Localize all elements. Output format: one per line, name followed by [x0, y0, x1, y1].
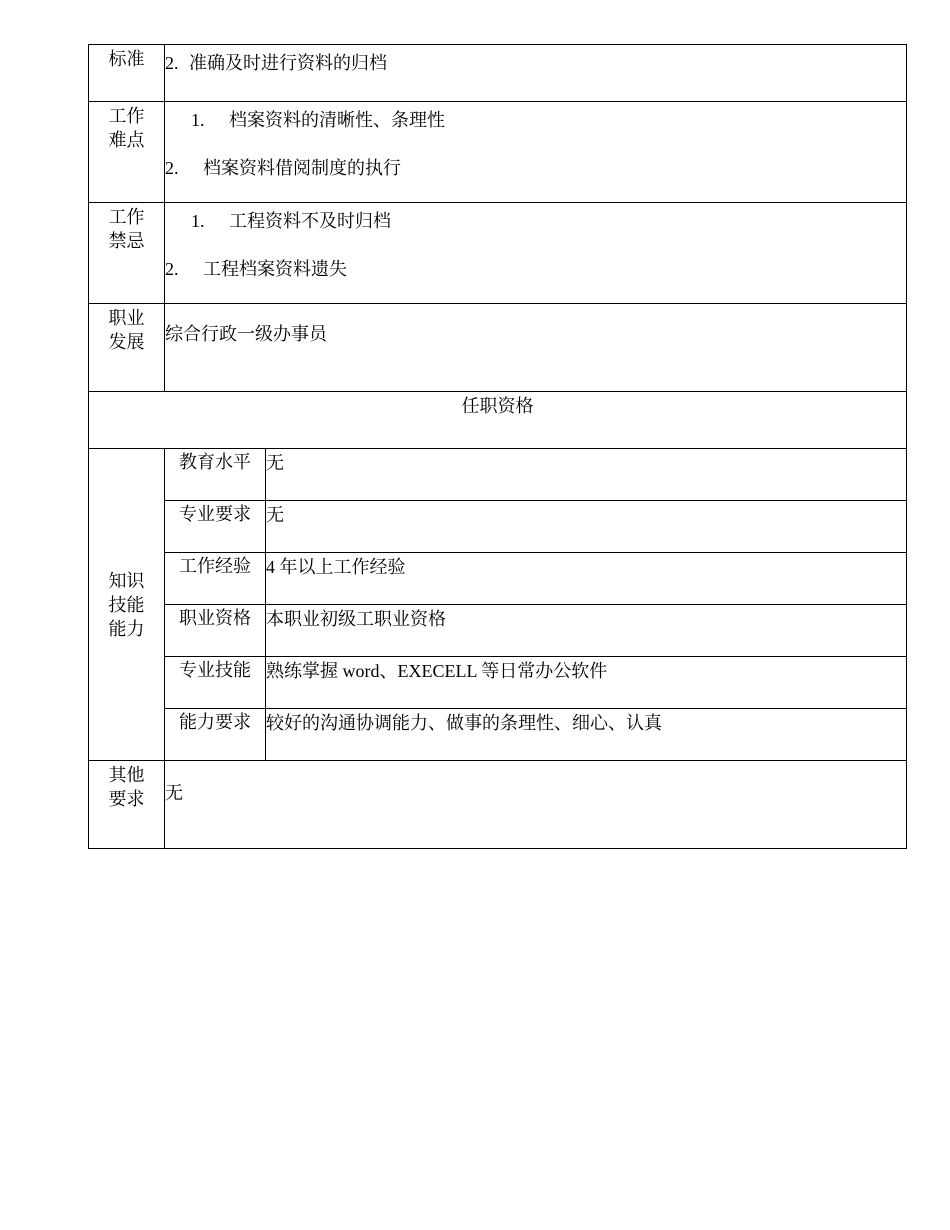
- label-standard: 标准: [89, 45, 165, 102]
- label-difficulty: 工作 难点: [89, 102, 165, 203]
- qualification-row: [89, 553, 907, 605]
- row-other: [89, 761, 907, 849]
- qualification-label: 职业资格: [165, 605, 266, 657]
- qualification-value: 4 年以上工作经验: [266, 553, 907, 605]
- difficulty-item: 2. 档案资料借阅制度的执行: [165, 158, 401, 178]
- qualification-row: [89, 605, 907, 657]
- taboo-item: 2. 工程档案资料遗失: [165, 259, 347, 279]
- taboo-content: [165, 203, 907, 304]
- row-difficulty: [89, 102, 907, 203]
- row-standard: [89, 45, 907, 102]
- qualification-label: 教育水平: [165, 449, 266, 501]
- section-title: 任职资格: [89, 392, 907, 449]
- qualification-row: [89, 709, 907, 761]
- label-knowledge-skill-ability: 知识 技能 能力: [89, 449, 165, 761]
- standard-item: 2. 准确及时进行资料的归档: [165, 53, 387, 73]
- career-content: 综合行政一级办事员: [165, 304, 907, 392]
- taboo-item: 1. 工程资料不及时归档: [191, 211, 391, 231]
- qualification-row: [89, 501, 907, 553]
- qualification-value: 无: [266, 501, 907, 553]
- qualification-label: 专业技能: [165, 657, 266, 709]
- qualification-row: [89, 657, 907, 709]
- difficulty-item: 1. 档案资料的清晰性、条理性: [191, 110, 445, 130]
- label-taboo: 工作 禁忌: [89, 203, 165, 304]
- qualification-value: 无: [266, 449, 907, 501]
- qualification-label: 专业要求: [165, 501, 266, 553]
- qualification-value: 熟练掌握 word、EXECELL 等日常办公软件: [266, 657, 907, 709]
- qualification-label: 能力要求: [165, 709, 266, 761]
- row-qualifications-title: [89, 392, 907, 449]
- row-taboo: [89, 203, 907, 304]
- other-content: 无: [165, 761, 907, 849]
- label-other: 其他 要求: [89, 761, 165, 849]
- qualification-label: 工作经验: [165, 553, 266, 605]
- qualification-value: 较好的沟通协调能力、做事的条理性、细心、认真: [266, 709, 907, 761]
- standard-content: [165, 45, 907, 102]
- qualification-row: [89, 449, 907, 501]
- job-description-sheet: [88, 44, 906, 849]
- qualification-value: 本职业初级工职业资格: [266, 605, 907, 657]
- difficulty-content: [165, 102, 907, 203]
- row-career: [89, 304, 907, 392]
- label-career: 职业 发展: [89, 304, 165, 392]
- job-description-table: [88, 44, 907, 849]
